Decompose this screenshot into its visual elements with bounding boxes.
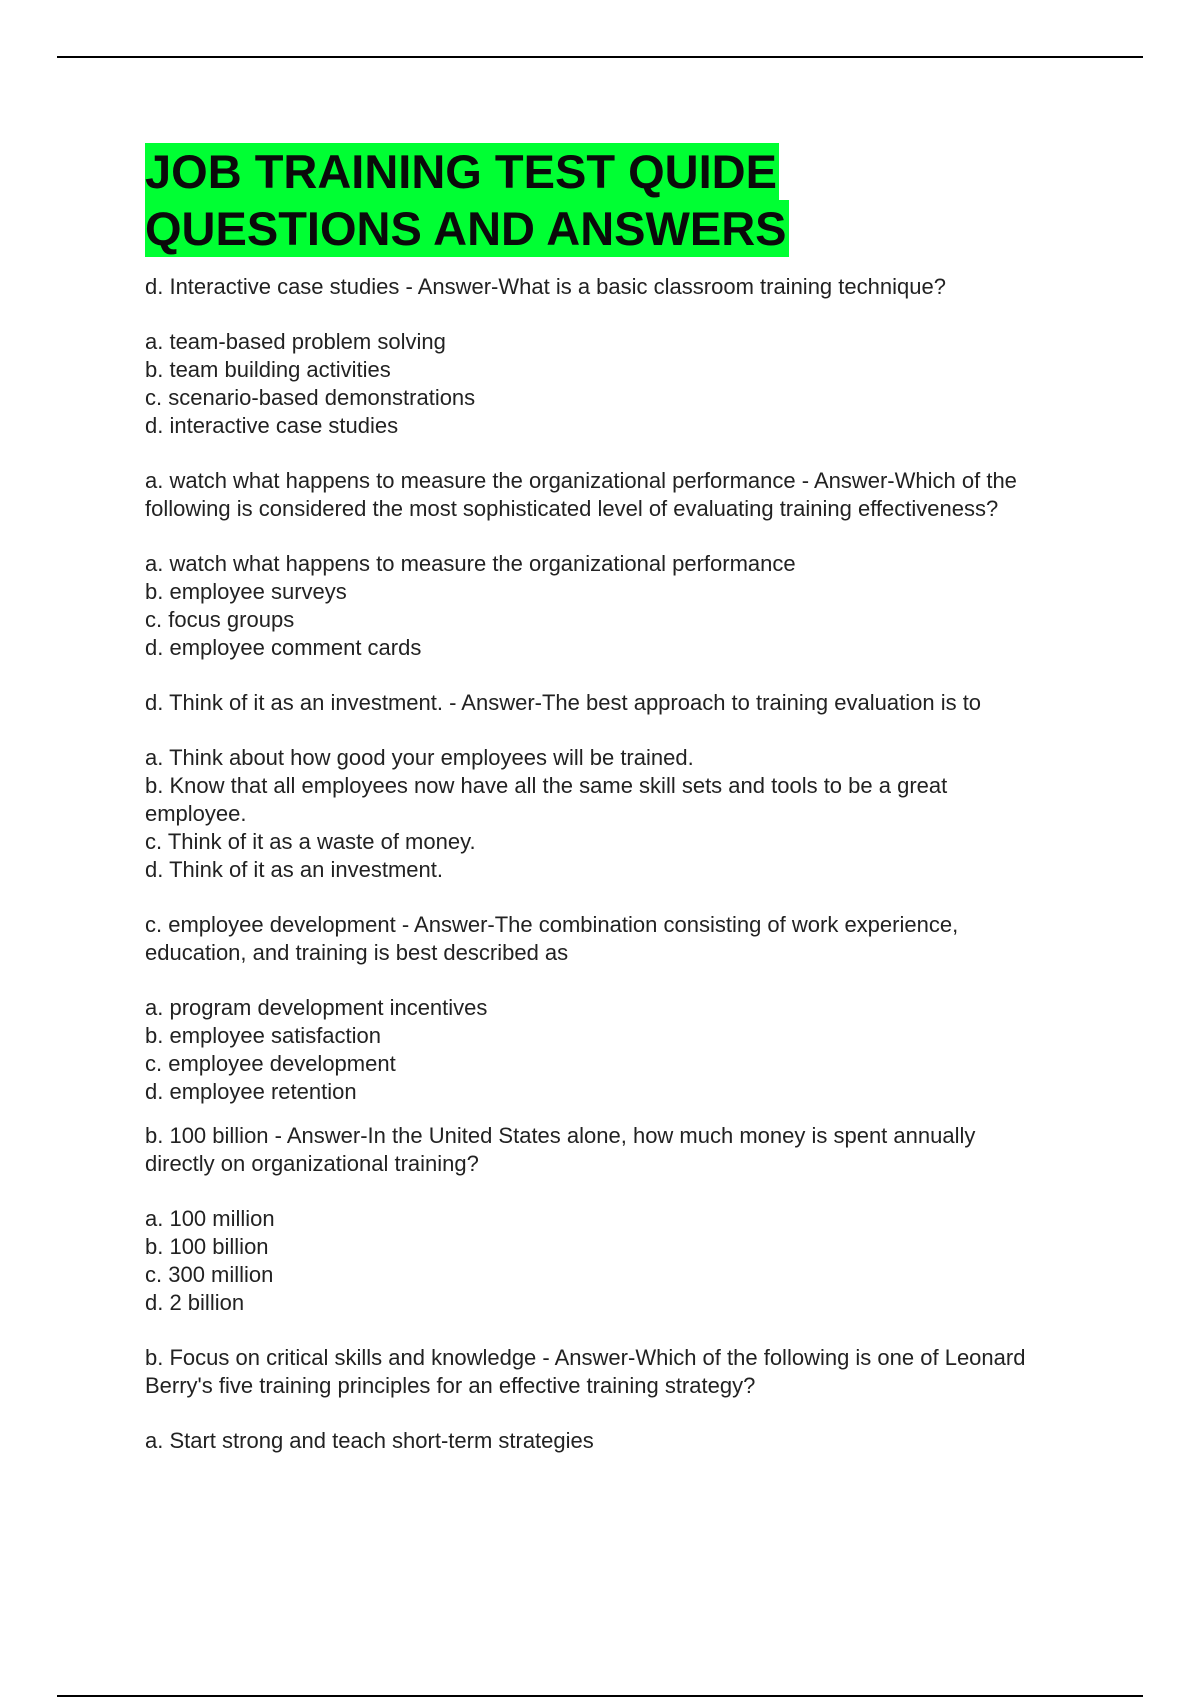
option-item: a. Start strong and teach short-term strategies	[145, 1428, 594, 1453]
options-list	[145, 994, 1050, 1106]
option-item: a. Think about how good your employees will be trained.	[145, 745, 694, 770]
question-text: b. Focus on critical skills and knowledge - Answer-Which of the following is one of Leonard Berry's five training principles for an effective training strategy?	[145, 1345, 1026, 1398]
option-item: a. team-based problem solving	[145, 329, 446, 354]
document-title	[145, 143, 1050, 257]
options-list	[145, 1205, 1050, 1317]
option-item: c. focus groups	[145, 607, 295, 632]
question-text: a. watch what happens to measure the organizational performance - Answer-Which of the following is considered the most sophisticated level of evaluating training effectiveness?	[145, 468, 1017, 521]
option-item: a. 100 million	[145, 1206, 275, 1231]
qa-item	[145, 273, 1050, 440]
options-list	[145, 1427, 1050, 1455]
option-item: b. employee satisfaction	[145, 1023, 382, 1048]
top-rule	[57, 56, 1143, 58]
option-item: d. employee comment cards	[145, 635, 422, 660]
options-list	[145, 328, 1050, 440]
title-line-2: QUESTIONS AND ANSWERS	[145, 202, 787, 255]
option-item: c. Think of it as a waste of money.	[145, 829, 476, 854]
qa-item	[145, 467, 1050, 662]
question-text: d. Think of it as an investment. - Answer-The best approach to training evaluation is to	[145, 690, 982, 715]
option-item: b. Know that all employees now have all the same skill sets and tools to be a great employee.	[145, 773, 948, 826]
question-text: d. Interactive case studies - Answer-What is a basic classroom training technique?	[145, 274, 946, 299]
option-item: d. Think of it as an investment.	[145, 857, 443, 882]
qa-item	[145, 1344, 1050, 1455]
bottom-rule	[57, 1695, 1143, 1697]
options-list	[145, 744, 1050, 884]
option-item: b. team building activities	[145, 357, 391, 382]
option-item: c. 300 million	[145, 1262, 274, 1287]
option-item: c. employee development	[145, 1051, 396, 1076]
question-text: c. employee development - Answer-The combination consisting of work experience, education, and training is best described as	[145, 912, 959, 965]
qa-item	[145, 689, 1050, 884]
option-item: a. watch what happens to measure the organizational performance	[145, 551, 796, 576]
qa-item	[145, 911, 1050, 1106]
options-list	[145, 550, 1050, 662]
title-line-1: JOB TRAINING TEST QUIDE	[145, 145, 777, 198]
option-item: b. 100 billion	[145, 1234, 269, 1259]
option-item: a. program development incentives	[145, 995, 488, 1020]
option-item: c. scenario-based demonstrations	[145, 385, 476, 410]
document-body	[145, 143, 1050, 1482]
option-item: d. 2 billion	[145, 1290, 245, 1315]
option-item: d. interactive case studies	[145, 413, 399, 438]
question-text: b. 100 billion - Answer-In the United States alone, how much money is spent annually directly on organizational training?	[145, 1123, 976, 1176]
option-item: d. employee retention	[145, 1079, 357, 1104]
option-item: b. employee surveys	[145, 579, 347, 604]
qa-item	[145, 1122, 1050, 1317]
